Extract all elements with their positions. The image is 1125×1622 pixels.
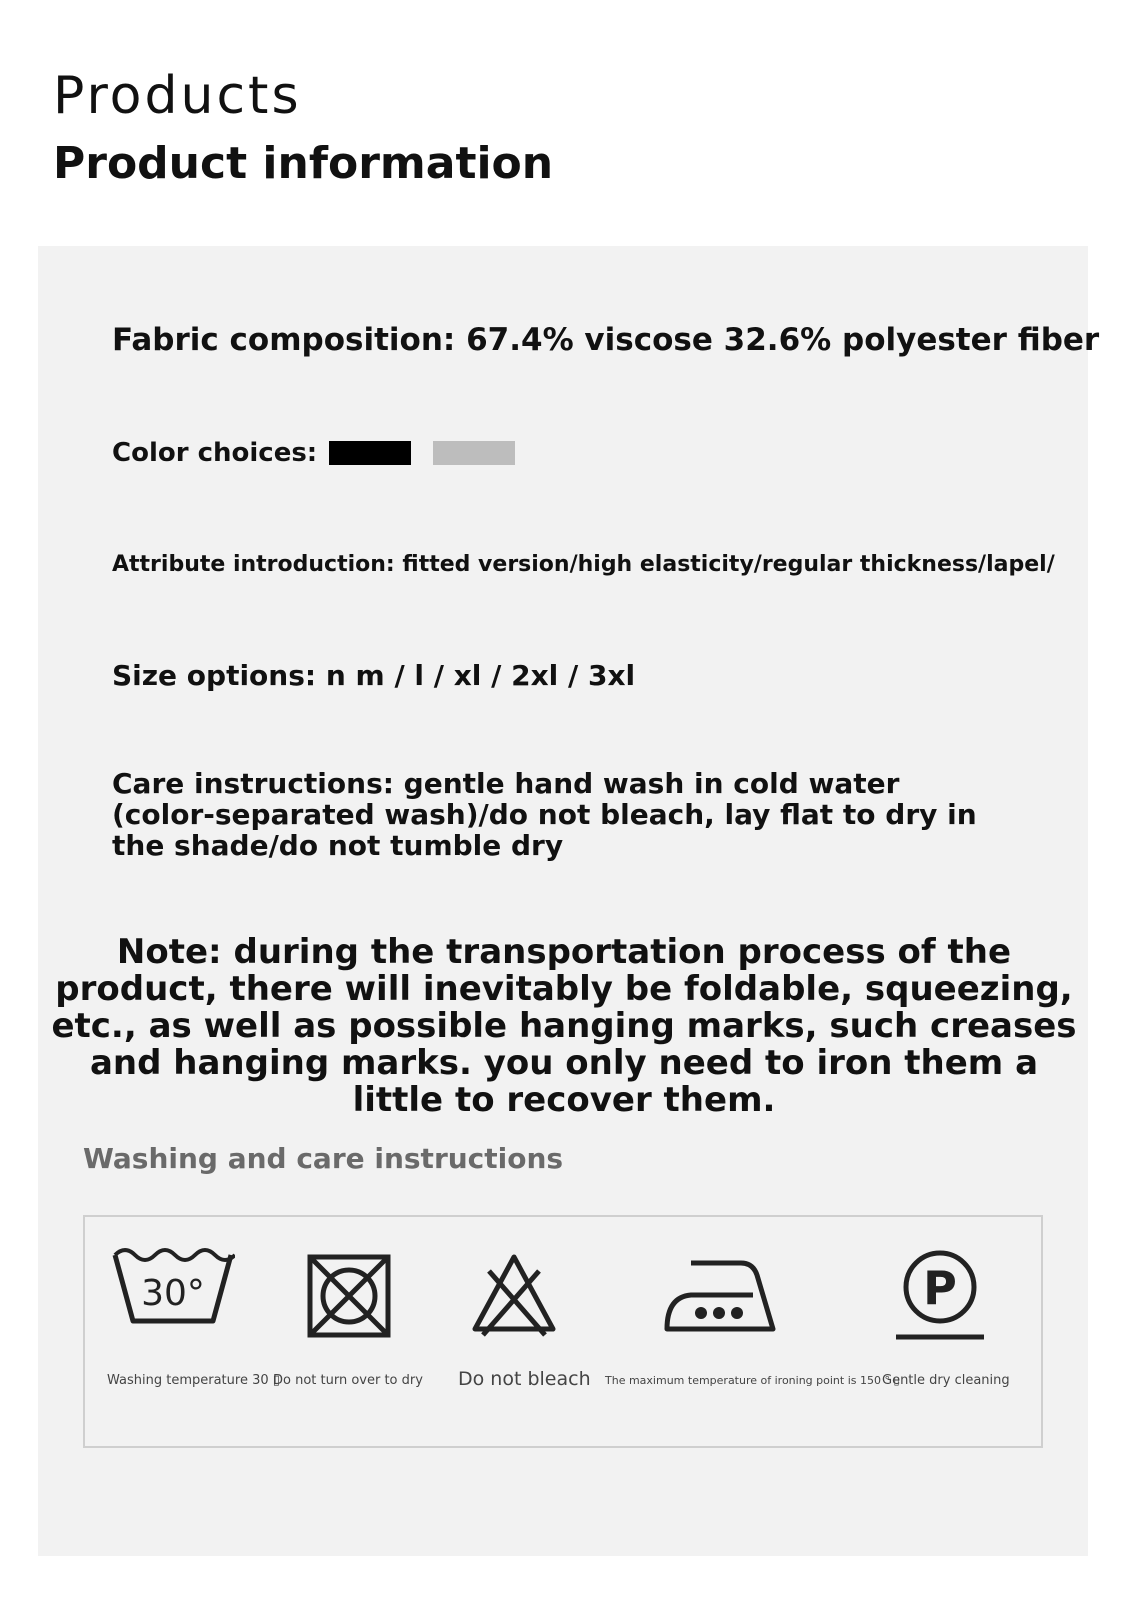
- page-subtitle: Product information: [53, 138, 554, 189]
- do-not-tumble-dry-icon: [306, 1253, 392, 1339]
- care-symbols-box: [83, 1215, 1043, 1448]
- caption-tumble-dry: Do not turn over to dry: [273, 1373, 423, 1388]
- caption-dry-clean: Gentle dry cleaning: [882, 1373, 1010, 1388]
- page-title: Products: [53, 66, 302, 126]
- color-choices: [112, 438, 515, 468]
- color-swatch-black[interactable]: [329, 441, 411, 465]
- do-not-bleach-icon: [469, 1251, 559, 1337]
- caption-iron: The maximum temperature of ironing point is 150 ° ▯: [605, 1374, 900, 1387]
- color-choices-label: Color choices:: [112, 438, 318, 468]
- wash-30-icon: [111, 1245, 235, 1325]
- dry-clean-letter: P: [923, 1261, 957, 1315]
- transport-note: Note: during the transportation process of the product, there will inevitably be foldable, squeezing, etc., as well as possible hanging marks, such creases and hanging marks. you only need to iron them a little to recover them.: [51, 932, 1077, 1120]
- caption-wash-temp: Washing temperature 30 ▯: [107, 1373, 280, 1388]
- dry-clean-p-icon: [893, 1249, 987, 1343]
- color-swatch-gray[interactable]: [433, 441, 515, 465]
- fabric-composition: Fabric composition: 67.4% viscose 32.6% polyester fiber: [112, 322, 1100, 358]
- attribute-introduction: Attribute introduction: fitted version/high elasticity/regular thickness/lapel/: [112, 552, 1055, 577]
- caption-bleach: Do not bleach: [458, 1368, 591, 1390]
- iron-icon: [661, 1257, 777, 1333]
- care-instructions: Care instructions: gentle hand wash in cold water (color-separated wash)/do not bleach, lay flat to dry in the shade/do not tumble dry: [112, 767, 977, 862]
- size-options: Size options: n m / l / xl / 2xl / 3xl: [112, 659, 636, 692]
- wash-temp-text: 30°: [141, 1273, 205, 1314]
- washing-heading: Washing and care instructions: [83, 1142, 564, 1175]
